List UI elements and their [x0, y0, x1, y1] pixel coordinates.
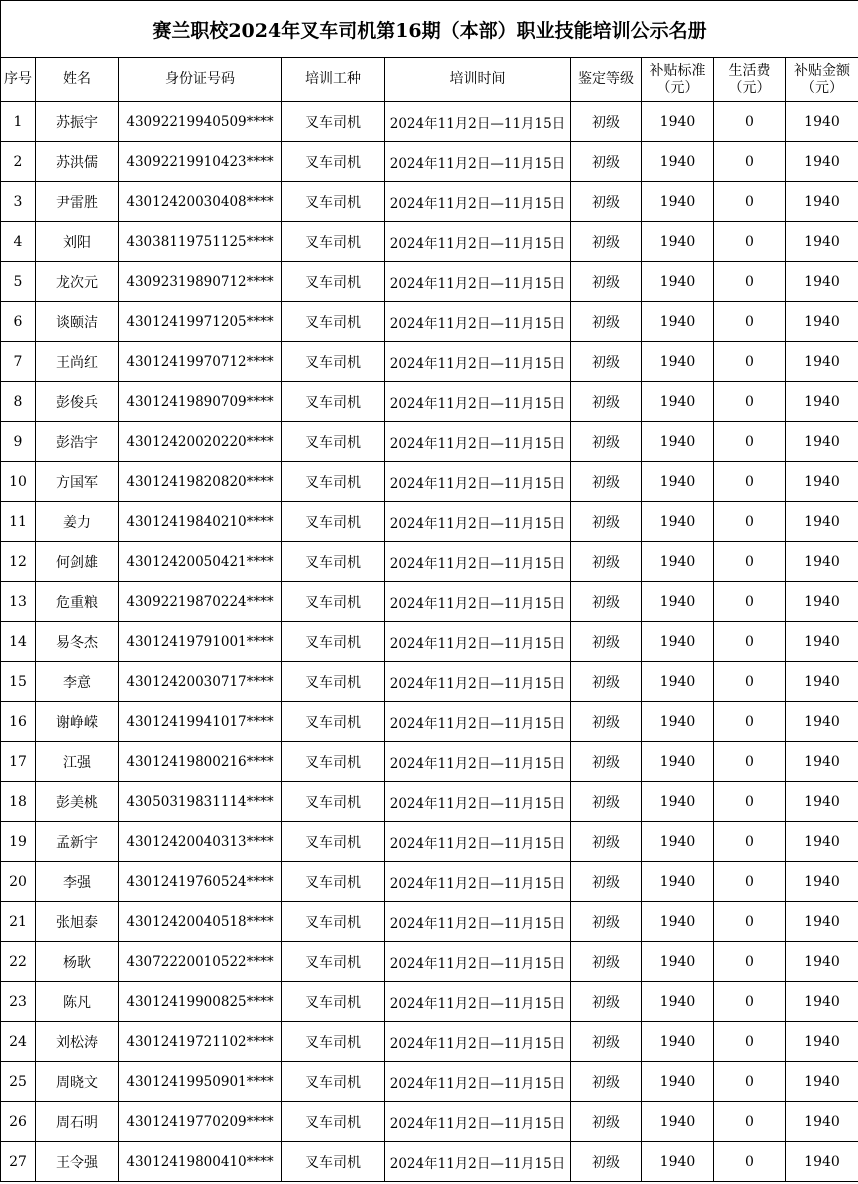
- table-row: [1, 102, 858, 142]
- cell-living: 0: [714, 262, 786, 302]
- cell-name: 苏洪儒: [36, 142, 119, 182]
- cell-name: 王令强: [36, 1142, 119, 1182]
- cell-level: 初级: [571, 142, 642, 182]
- cell-amount: 1940: [786, 142, 858, 182]
- cell-seq: 6: [1, 302, 36, 342]
- cell-living: 0: [714, 302, 786, 342]
- cell-seq: 2: [1, 142, 36, 182]
- cell-name: 杨耿: [36, 942, 119, 982]
- cell-living: 0: [714, 422, 786, 462]
- table-row: [1, 1062, 858, 1102]
- table-row: [1, 302, 858, 342]
- cell-trade: 叉车司机: [282, 182, 385, 222]
- cell-standard: 1940: [642, 1022, 714, 1062]
- cell-standard: 1940: [642, 1142, 714, 1182]
- cell-standard: 1940: [642, 982, 714, 1022]
- cell-level: 初级: [571, 1142, 642, 1182]
- cell-name: 王尚红: [36, 342, 119, 382]
- cell-living: 0: [714, 1022, 786, 1062]
- cell-living: 0: [714, 502, 786, 542]
- cell-id-number: 43092319890712****: [119, 262, 282, 302]
- table-row: [1, 782, 858, 822]
- cell-seq: 17: [1, 742, 36, 782]
- cell-seq: 9: [1, 422, 36, 462]
- cell-standard: 1940: [642, 502, 714, 542]
- cell-living: 0: [714, 782, 786, 822]
- cell-name: 龙次元: [36, 262, 119, 302]
- cell-id-number: 43012420040313****: [119, 822, 282, 862]
- cell-id-number: 43012419971205****: [119, 302, 282, 342]
- cell-trade: 叉车司机: [282, 782, 385, 822]
- table-row: [1, 582, 858, 622]
- header-level: 鉴定等级: [571, 58, 642, 102]
- cell-seq: 25: [1, 1062, 36, 1102]
- cell-level: 初级: [571, 1022, 642, 1062]
- cell-amount: 1940: [786, 102, 858, 142]
- cell-level: 初级: [571, 1062, 642, 1102]
- cell-level: 初级: [571, 382, 642, 422]
- cell-level: 初级: [571, 302, 642, 342]
- cell-amount: 1940: [786, 982, 858, 1022]
- cell-seq: 27: [1, 1142, 36, 1182]
- cell-seq: 8: [1, 382, 36, 422]
- cell-period: 2024年11月2日—11月15日: [385, 422, 571, 462]
- cell-seq: 14: [1, 622, 36, 662]
- cell-id-number: 43072220010522****: [119, 942, 282, 982]
- cell-amount: 1940: [786, 542, 858, 582]
- cell-level: 初级: [571, 462, 642, 502]
- cell-trade: 叉车司机: [282, 462, 385, 502]
- table-row: [1, 1142, 858, 1182]
- cell-id-number: 43012419800216****: [119, 742, 282, 782]
- cell-seq: 15: [1, 662, 36, 702]
- cell-id-number: 43012419950901****: [119, 1062, 282, 1102]
- cell-id-number: 43012419840210****: [119, 502, 282, 542]
- cell-living: 0: [714, 462, 786, 502]
- cell-standard: 1940: [642, 342, 714, 382]
- cell-amount: 1940: [786, 862, 858, 902]
- cell-living: 0: [714, 102, 786, 142]
- table-row: [1, 862, 858, 902]
- cell-level: 初级: [571, 422, 642, 462]
- cell-living: 0: [714, 942, 786, 982]
- cell-standard: 1940: [642, 662, 714, 702]
- cell-trade: 叉车司机: [282, 302, 385, 342]
- cell-amount: 1940: [786, 342, 858, 382]
- cell-id-number: 43092219940509****: [119, 102, 282, 142]
- cell-living: 0: [714, 222, 786, 262]
- cell-standard: 1940: [642, 542, 714, 582]
- cell-trade: 叉车司机: [282, 582, 385, 622]
- table-row: [1, 742, 858, 782]
- cell-trade: 叉车司机: [282, 862, 385, 902]
- page-title: 赛兰职校2024年叉车司机第16期（本部）职业技能培训公示名册: [1, 1, 858, 58]
- cell-living: 0: [714, 622, 786, 662]
- cell-living: 0: [714, 1102, 786, 1142]
- cell-name: 彭美桃: [36, 782, 119, 822]
- cell-period: 2024年11月2日—11月15日: [385, 902, 571, 942]
- cell-amount: 1940: [786, 1022, 858, 1062]
- cell-amount: 1940: [786, 822, 858, 862]
- cell-trade: 叉车司机: [282, 902, 385, 942]
- cell-living: 0: [714, 382, 786, 422]
- cell-standard: 1940: [642, 102, 714, 142]
- cell-living: 0: [714, 982, 786, 1022]
- cell-period: 2024年11月2日—11月15日: [385, 502, 571, 542]
- cell-amount: 1940: [786, 582, 858, 622]
- cell-standard: 1940: [642, 902, 714, 942]
- header-id: 身份证号码: [119, 58, 282, 102]
- cell-trade: 叉车司机: [282, 422, 385, 462]
- cell-name: 危重粮: [36, 582, 119, 622]
- cell-name: 张旭泰: [36, 902, 119, 942]
- cell-period: 2024年11月2日—11月15日: [385, 1102, 571, 1142]
- cell-seq: 23: [1, 982, 36, 1022]
- cell-standard: 1940: [642, 1102, 714, 1142]
- cell-level: 初级: [571, 222, 642, 262]
- cell-seq: 1: [1, 102, 36, 142]
- table-row: [1, 222, 858, 262]
- cell-name: 尹雷胜: [36, 182, 119, 222]
- table-row: [1, 982, 858, 1022]
- cell-name: 李意: [36, 662, 119, 702]
- cell-standard: 1940: [642, 422, 714, 462]
- table-row: [1, 382, 858, 422]
- cell-trade: 叉车司机: [282, 142, 385, 182]
- cell-living: 0: [714, 702, 786, 742]
- cell-id-number: 43092219870224****: [119, 582, 282, 622]
- cell-amount: 1940: [786, 942, 858, 982]
- cell-level: 初级: [571, 902, 642, 942]
- cell-amount: 1940: [786, 662, 858, 702]
- cell-trade: 叉车司机: [282, 662, 385, 702]
- cell-name: 姜力: [36, 502, 119, 542]
- table-row: [1, 262, 858, 302]
- cell-period: 2024年11月2日—11月15日: [385, 822, 571, 862]
- cell-level: 初级: [571, 982, 642, 1022]
- cell-living: 0: [714, 662, 786, 702]
- cell-standard: 1940: [642, 182, 714, 222]
- table-row: [1, 182, 858, 222]
- cell-seq: 4: [1, 222, 36, 262]
- cell-living: 0: [714, 582, 786, 622]
- cell-period: 2024年11月2日—11月15日: [385, 222, 571, 262]
- cell-living: 0: [714, 1142, 786, 1182]
- cell-name: 李强: [36, 862, 119, 902]
- cell-seq: 7: [1, 342, 36, 382]
- cell-living: 0: [714, 822, 786, 862]
- cell-name: 陈凡: [36, 982, 119, 1022]
- cell-standard: 1940: [642, 742, 714, 782]
- cell-seq: 12: [1, 542, 36, 582]
- cell-living: 0: [714, 542, 786, 582]
- cell-id-number: 43092219910423****: [119, 142, 282, 182]
- cell-standard: 1940: [642, 262, 714, 302]
- cell-standard: 1940: [642, 1062, 714, 1102]
- cell-level: 初级: [571, 342, 642, 382]
- cell-period: 2024年11月2日—11月15日: [385, 102, 571, 142]
- cell-amount: 1940: [786, 782, 858, 822]
- cell-trade: 叉车司机: [282, 262, 385, 302]
- cell-standard: 1940: [642, 142, 714, 182]
- cell-period: 2024年11月2日—11月15日: [385, 862, 571, 902]
- cell-standard: 1940: [642, 462, 714, 502]
- cell-amount: 1940: [786, 1142, 858, 1182]
- cell-standard: 1940: [642, 822, 714, 862]
- cell-id-number: 43012419941017****: [119, 702, 282, 742]
- cell-amount: 1940: [786, 702, 858, 742]
- cell-period: 2024年11月2日—11月15日: [385, 702, 571, 742]
- cell-amount: 1940: [786, 382, 858, 422]
- cell-standard: 1940: [642, 382, 714, 422]
- cell-level: 初级: [571, 102, 642, 142]
- cell-id-number: 43012419800410****: [119, 1142, 282, 1182]
- cell-period: 2024年11月2日—11月15日: [385, 342, 571, 382]
- cell-id-number: 43012419900825****: [119, 982, 282, 1022]
- cell-amount: 1940: [786, 902, 858, 942]
- cell-trade: 叉车司机: [282, 1062, 385, 1102]
- cell-period: 2024年11月2日—11月15日: [385, 302, 571, 342]
- cell-name: 彭浩宇: [36, 422, 119, 462]
- cell-living: 0: [714, 742, 786, 782]
- cell-period: 2024年11月2日—11月15日: [385, 462, 571, 502]
- cell-level: 初级: [571, 822, 642, 862]
- cell-level: 初级: [571, 742, 642, 782]
- cell-trade: 叉车司机: [282, 982, 385, 1022]
- header-trade: 培训工种: [282, 58, 385, 102]
- cell-id-number: 43012419791001****: [119, 622, 282, 662]
- table-row: [1, 702, 858, 742]
- cell-amount: 1940: [786, 1102, 858, 1142]
- table-row: [1, 1102, 858, 1142]
- cell-id-number: 43012420050421****: [119, 542, 282, 582]
- cell-name: 刘阳: [36, 222, 119, 262]
- table-row: [1, 142, 858, 182]
- header-living: 生活费（元）: [714, 58, 786, 102]
- table-row: [1, 662, 858, 702]
- cell-trade: 叉车司机: [282, 942, 385, 982]
- cell-level: 初级: [571, 662, 642, 702]
- cell-period: 2024年11月2日—11月15日: [385, 262, 571, 302]
- cell-level: 初级: [571, 1102, 642, 1142]
- header-standard: 补贴标准（元）: [642, 58, 714, 102]
- cell-trade: 叉车司机: [282, 502, 385, 542]
- cell-period: 2024年11月2日—11月15日: [385, 662, 571, 702]
- table-row: [1, 542, 858, 582]
- cell-standard: 1940: [642, 862, 714, 902]
- cell-amount: 1940: [786, 262, 858, 302]
- cell-amount: 1940: [786, 422, 858, 462]
- cell-id-number: 43012419770209****: [119, 1102, 282, 1142]
- header-row: [1, 58, 858, 102]
- cell-trade: 叉车司机: [282, 342, 385, 382]
- cell-period: 2024年11月2日—11月15日: [385, 142, 571, 182]
- cell-living: 0: [714, 862, 786, 902]
- cell-name: 彭俊兵: [36, 382, 119, 422]
- cell-seq: 3: [1, 182, 36, 222]
- cell-level: 初级: [571, 262, 642, 302]
- cell-trade: 叉车司机: [282, 742, 385, 782]
- cell-trade: 叉车司机: [282, 102, 385, 142]
- cell-amount: 1940: [786, 182, 858, 222]
- cell-period: 2024年11月2日—11月15日: [385, 382, 571, 422]
- cell-seq: 11: [1, 502, 36, 542]
- cell-amount: 1940: [786, 302, 858, 342]
- cell-living: 0: [714, 142, 786, 182]
- cell-name: 江强: [36, 742, 119, 782]
- cell-living: 0: [714, 1062, 786, 1102]
- cell-amount: 1940: [786, 462, 858, 502]
- cell-living: 0: [714, 342, 786, 382]
- cell-amount: 1940: [786, 1062, 858, 1102]
- cell-seq: 24: [1, 1022, 36, 1062]
- table-row: [1, 462, 858, 502]
- table-row: [1, 422, 858, 462]
- cell-standard: 1940: [642, 942, 714, 982]
- cell-level: 初级: [571, 542, 642, 582]
- cell-seq: 16: [1, 702, 36, 742]
- cell-name: 苏振宇: [36, 102, 119, 142]
- cell-period: 2024年11月2日—11月15日: [385, 942, 571, 982]
- cell-id-number: 43012420040518****: [119, 902, 282, 942]
- cell-seq: 5: [1, 262, 36, 302]
- table-row: [1, 502, 858, 542]
- table-row: [1, 622, 858, 662]
- cell-standard: 1940: [642, 622, 714, 662]
- cell-name: 谈颐洁: [36, 302, 119, 342]
- cell-trade: 叉车司机: [282, 542, 385, 582]
- header-amount: 补贴金额（元）: [786, 58, 858, 102]
- cell-standard: 1940: [642, 222, 714, 262]
- header-name: 姓名: [36, 58, 119, 102]
- cell-standard: 1940: [642, 302, 714, 342]
- cell-period: 2024年11月2日—11月15日: [385, 1142, 571, 1182]
- cell-period: 2024年11月2日—11月15日: [385, 622, 571, 662]
- cell-trade: 叉车司机: [282, 622, 385, 662]
- cell-standard: 1940: [642, 702, 714, 742]
- cell-id-number: 43012420030717****: [119, 662, 282, 702]
- cell-trade: 叉车司机: [282, 1022, 385, 1062]
- cell-seq: 10: [1, 462, 36, 502]
- cell-name: 孟新宇: [36, 822, 119, 862]
- cell-period: 2024年11月2日—11月15日: [385, 742, 571, 782]
- cell-seq: 20: [1, 862, 36, 902]
- cell-id-number: 43012420020220****: [119, 422, 282, 462]
- cell-period: 2024年11月2日—11月15日: [385, 582, 571, 622]
- cell-id-number: 43038119751125****: [119, 222, 282, 262]
- roster-body: [1, 102, 858, 1182]
- header-seq: 序号: [1, 58, 36, 102]
- cell-seq: 18: [1, 782, 36, 822]
- cell-id-number: 43012419760524****: [119, 862, 282, 902]
- cell-amount: 1940: [786, 222, 858, 262]
- cell-trade: 叉车司机: [282, 222, 385, 262]
- cell-id-number: 43012420030408****: [119, 182, 282, 222]
- cell-trade: 叉车司机: [282, 822, 385, 862]
- cell-level: 初级: [571, 182, 642, 222]
- cell-name: 方国军: [36, 462, 119, 502]
- cell-level: 初级: [571, 942, 642, 982]
- cell-amount: 1940: [786, 502, 858, 542]
- cell-trade: 叉车司机: [282, 1102, 385, 1142]
- cell-amount: 1940: [786, 622, 858, 662]
- cell-id-number: 43050319831114****: [119, 782, 282, 822]
- cell-period: 2024年11月2日—11月15日: [385, 542, 571, 582]
- cell-name: 何剑雄: [36, 542, 119, 582]
- cell-trade: 叉车司机: [282, 702, 385, 742]
- cell-name: 易冬杰: [36, 622, 119, 662]
- cell-living: 0: [714, 902, 786, 942]
- cell-period: 2024年11月2日—11月15日: [385, 1022, 571, 1062]
- cell-seq: 19: [1, 822, 36, 862]
- cell-seq: 13: [1, 582, 36, 622]
- cell-seq: 22: [1, 942, 36, 982]
- cell-seq: 21: [1, 902, 36, 942]
- cell-trade: 叉车司机: [282, 382, 385, 422]
- cell-id-number: 43012419890709****: [119, 382, 282, 422]
- cell-name: 谢峥嵘: [36, 702, 119, 742]
- table-row: [1, 822, 858, 862]
- cell-level: 初级: [571, 862, 642, 902]
- cell-name: 刘松涛: [36, 1022, 119, 1062]
- cell-level: 初级: [571, 782, 642, 822]
- cell-standard: 1940: [642, 582, 714, 622]
- cell-period: 2024年11月2日—11月15日: [385, 782, 571, 822]
- cell-level: 初级: [571, 582, 642, 622]
- cell-trade: 叉车司机: [282, 1142, 385, 1182]
- cell-name: 周石明: [36, 1102, 119, 1142]
- cell-id-number: 43012419721102****: [119, 1022, 282, 1062]
- cell-level: 初级: [571, 702, 642, 742]
- cell-level: 初级: [571, 502, 642, 542]
- cell-name: 周晓文: [36, 1062, 119, 1102]
- cell-level: 初级: [571, 622, 642, 662]
- table-row: [1, 942, 858, 982]
- cell-seq: 26: [1, 1102, 36, 1142]
- cell-id-number: 43012419820820****: [119, 462, 282, 502]
- cell-period: 2024年11月2日—11月15日: [385, 1062, 571, 1102]
- cell-period: 2024年11月2日—11月15日: [385, 182, 571, 222]
- cell-id-number: 43012419970712****: [119, 342, 282, 382]
- header-period: 培训时间: [385, 58, 571, 102]
- cell-amount: 1940: [786, 742, 858, 782]
- table-row: [1, 1022, 858, 1062]
- cell-standard: 1940: [642, 782, 714, 822]
- table-row: [1, 342, 858, 382]
- cell-living: 0: [714, 182, 786, 222]
- table-row: [1, 902, 858, 942]
- cell-period: 2024年11月2日—11月15日: [385, 982, 571, 1022]
